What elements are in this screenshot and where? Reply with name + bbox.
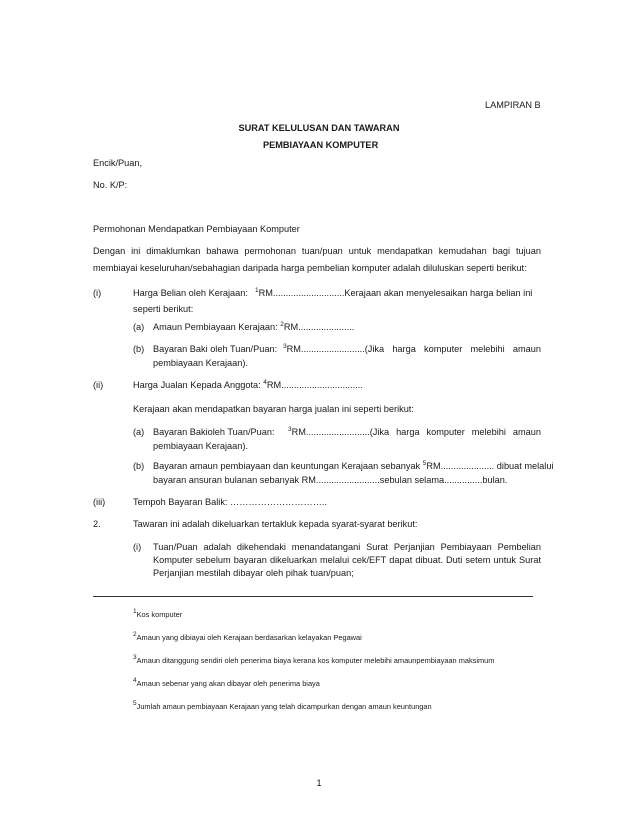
section-2-i-line-2: Komputer sebelum bayaran dikeluarkan melalui cek/EFT dapat dibuat. Duti setem untuk Surat xyxy=(153,555,541,565)
footnote-ref-3: 3 xyxy=(283,343,287,350)
section-ii-text: Kerajaan akan mendapatkan bayaran harga jualan ini seperti berikut: xyxy=(133,404,414,414)
title-line-1: SURAT KELULUSAN DAN TAWARAN xyxy=(238,123,400,133)
footnote-divider xyxy=(93,596,533,597)
section-ii-a-amount-text: RM.........................(Jika harga komputer melebihi amaun xyxy=(291,427,541,437)
section-2-text: Tawaran ini adalah dikeluarkan tertakluk kepada syarat-syarat berikut: xyxy=(133,519,418,529)
footnote-ref-4: 4 xyxy=(263,379,267,386)
footnote-2-number: 2 xyxy=(133,631,137,638)
kp-number-label: No. K/P: xyxy=(93,180,128,190)
section-i-a-number: (a) xyxy=(133,322,145,332)
section-i-amount-line xyxy=(255,287,532,299)
footnote-4-number: 4 xyxy=(133,677,137,684)
section-i-b-label: Bayaran Baki oleh Tuan/Puan: xyxy=(153,344,278,354)
footnote-1-number: 1 xyxy=(133,608,137,615)
intro-line-2: membiayai keseluruhan/sebahagian daripada harga pembelian komputer adalah diluluskan seperti berikut: xyxy=(93,263,527,273)
footnote-3-number: 3 xyxy=(133,654,137,661)
section-i-line-2: seperti berikut: xyxy=(133,304,194,314)
footnote-1-text: Kos komputer xyxy=(136,610,183,619)
footnote-ref-2: 2 xyxy=(280,321,284,328)
footnote-5-text: Jumlah amaun pembiayaan Kerajaan yang telah dicampurkan dengan amaun keuntungan xyxy=(136,702,432,711)
section-ii-b-number: (b) xyxy=(133,461,145,471)
section-ii-b-amount: RM..................... dibuat melalui xyxy=(426,461,554,471)
subject-line: Permohonan Mendapatkan Pembiayaan Komputer xyxy=(93,224,300,234)
footnote-1 xyxy=(133,609,182,621)
page-number: 1 xyxy=(316,778,322,788)
section-ii-b-label: Bayaran amaun pembiayaan dan keuntungan Kerajaan sebanyak xyxy=(153,461,421,471)
footnote-4-text: Amaun sebenar yang akan dibayar oleh penerima biaya xyxy=(136,679,320,688)
section-ii-label: Harga Jualan Kepada Anggota: xyxy=(133,380,261,390)
section-i-a-label: Amaun Pembiayaan Kerajaan: xyxy=(153,322,278,332)
section-iii-number: (iii) xyxy=(93,497,106,507)
section-i-a-amount: RM...................... xyxy=(283,322,355,332)
footnote-ref-1: 1 xyxy=(255,287,259,294)
footnote-3-text: Amaun ditanggung sendiri oleh penerima biaya kerana kos komputer melebihi amaunpembiayaan maksimum xyxy=(136,656,495,665)
section-i-b-amount-text: RM.........................(Jika harga komputer melebihi amaun xyxy=(286,344,541,354)
section-2-i-number: (i) xyxy=(133,542,142,552)
section-i-a-text xyxy=(153,321,354,333)
section-i-b-line-2: pembiayaan Kerajaan). xyxy=(153,358,248,368)
section-i-amount-text: RM............................Kerajaan akan menyelesaikan harga belian ini xyxy=(258,288,533,298)
salutation: Encik/Puan, xyxy=(93,158,143,168)
section-i-b-amount-line xyxy=(283,343,541,355)
footnote-5-number: 5 xyxy=(133,700,137,707)
section-ii-a-amount-line xyxy=(288,426,541,438)
section-iii-text: Tempoh Bayaran Balik: ………………………….. xyxy=(133,497,328,507)
section-ii-a-line-2: pembiayaan Kerajaan). xyxy=(153,441,248,451)
section-2-i-line-3: Perjanjian mestilah dibayar oleh pihak tuan/puan; xyxy=(153,568,354,578)
footnote-5 xyxy=(133,701,432,713)
section-ii-line xyxy=(133,379,363,391)
section-i-label: Harga Belian oleh Kerajaan: xyxy=(133,288,248,298)
section-i-number: (i) xyxy=(93,288,102,298)
section-ii-b-line xyxy=(153,460,553,472)
footnote-4 xyxy=(133,678,320,690)
section-i-b-number: (b) xyxy=(133,344,145,354)
footnote-ref-3b: 3 xyxy=(288,426,292,433)
section-ii-a-label: Bayaran Bakioleh Tuan/Puan: xyxy=(153,427,275,437)
section-ii-amount: RM................................ xyxy=(266,380,363,390)
section-ii-a-number: (a) xyxy=(133,427,145,437)
title-line-2: PEMBIAYAAN KOMPUTER xyxy=(263,140,379,150)
section-ii-number: (ii) xyxy=(93,380,104,390)
footnote-ref-5: 5 xyxy=(422,460,427,467)
footnote-3 xyxy=(133,655,494,667)
footnote-2 xyxy=(133,632,362,644)
footnote-2-text: Amaun yang dibiayai oleh Kerajaan berdasarkan kelayakan Pegawai xyxy=(136,633,362,642)
section-2-i-line-1: Tuan/Puan adalah dikehendaki menandatangani Surat Perjanjian Pembiayaan Pembelian xyxy=(153,542,541,552)
section-2-number: 2. xyxy=(93,519,101,529)
section-ii-b-line-2: bayaran ansuran bulanan sebanyak RM.........................sebulan selama...............bulan. xyxy=(153,475,508,485)
intro-line-1: Dengan ini dimaklumkan bahawa permohonan tuan/puan untuk mendapatkan kemudahan bagi tujuan xyxy=(93,246,541,256)
appendix-label: LAMPIRAN B xyxy=(485,100,541,110)
